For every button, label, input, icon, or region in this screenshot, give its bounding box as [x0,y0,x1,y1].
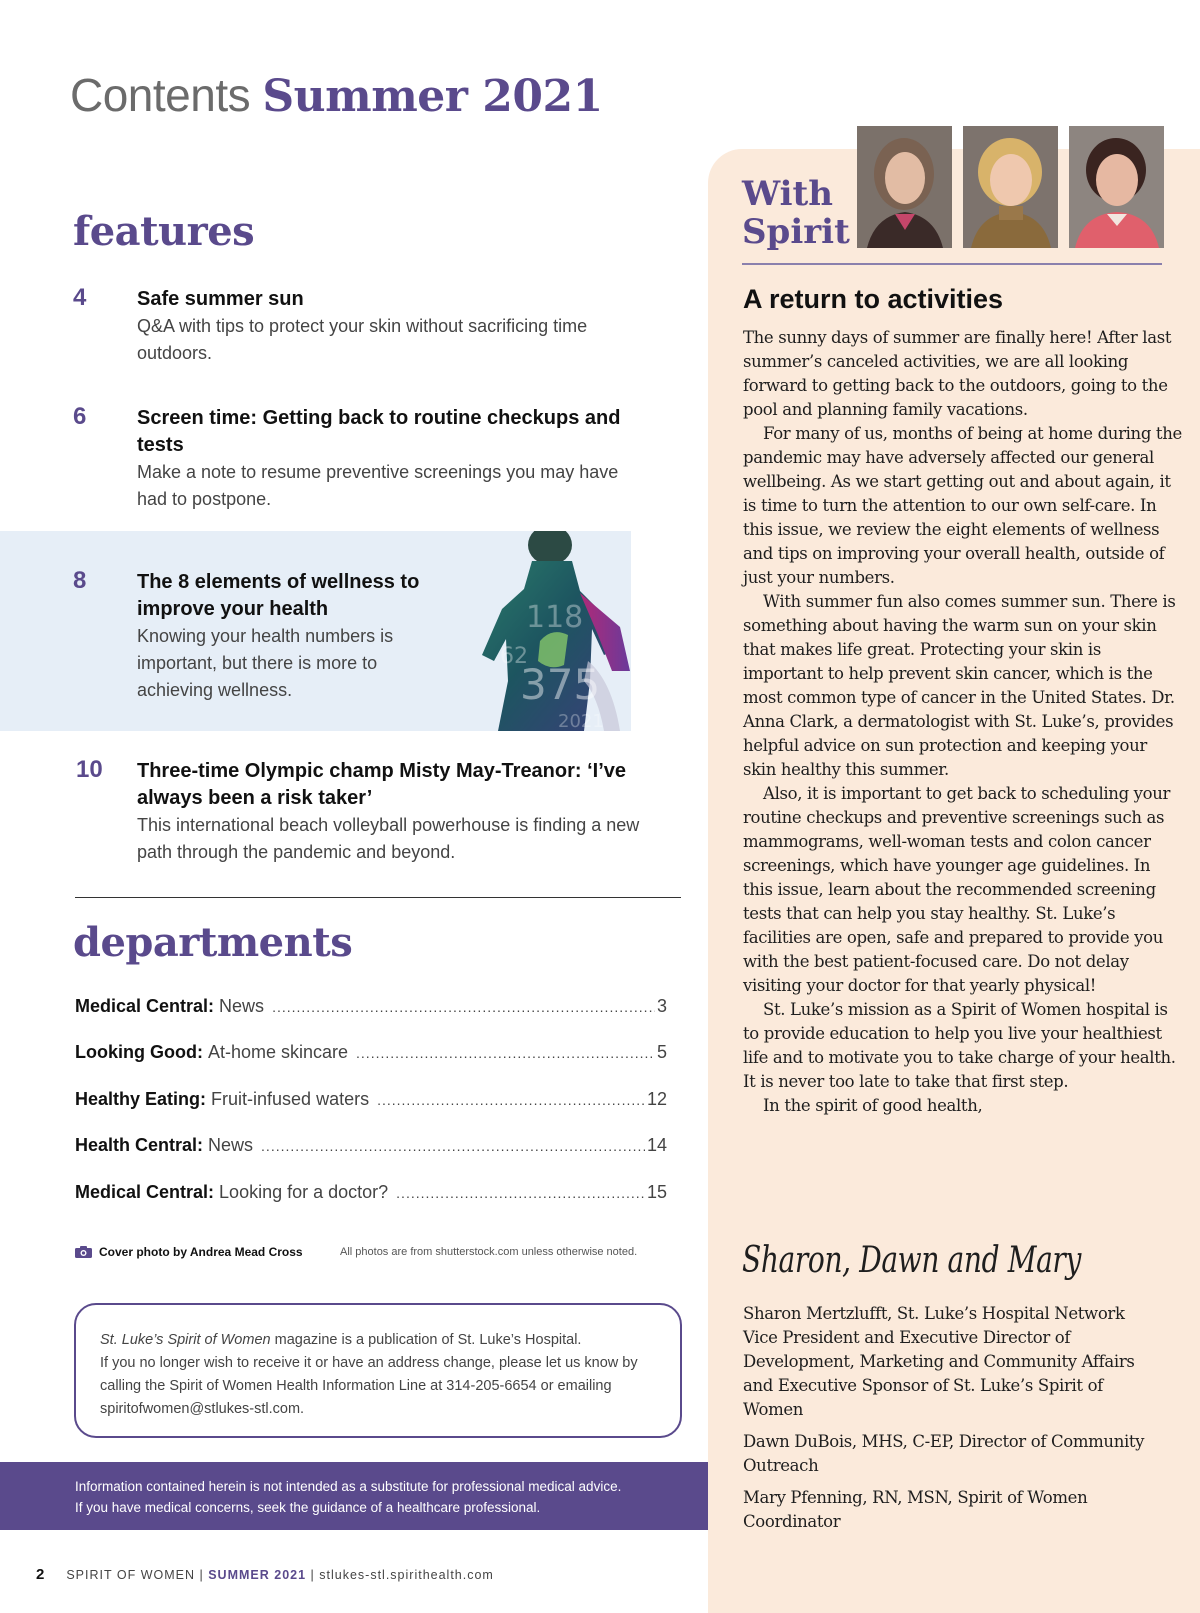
signatory-dawn: Dawn DuBois, MHS, C-EP, Director of Community Outreach [743,1432,1145,1475]
title-issue: Summer 2021 [262,71,603,122]
letter-paragraph: Also, it is important to get back to scheduling your routine checkups and preventive screenings such as mammograms, well-woman tests and colon cancer screenings, which have younger age guidelines. In this issue, learn about the recommended screening tests that can help you stay healthy. St. Luke’s facilities are open, safe and prepared to provide you with the best patient-focused care. Do not delay visiting your doctor for that yearly physical! [743,784,1171,995]
page-title [70,68,603,122]
feature-page-number: 6 [73,403,87,430]
signatory-mary: Mary Pfenning, RN, MSN, Spirit of Women Coordinator [743,1488,1088,1531]
feature-title: Three-time Olympic champ Misty May-Treanor: ‘I’ve always been a risk taker’ [137,760,627,809]
letter-paragraph: With summer fun also comes summer sun. There is something about having the warm sun on your skin that makes life great. Protecting your skin is important to help prevent skin cancer, which is the most common type of cancer in the United States. Dr. Anna Clark, a dermatologist with St. Luke’s, provides helpful advice on sun protection and keeping your skin healthy this summer. [743,592,1176,779]
footer-url[interactable]: stlukes-stl.spirithealth.com [319,1568,494,1582]
with-spirit-label [742,175,850,251]
with-spirit-line-2: Spirit [742,212,850,252]
department-label: Medical Central: [75,1182,215,1202]
department-page: 14 [646,1135,667,1155]
subscription-info: If you no longer wish to receive it or have an address change, please let us know by calling the Spirit of Women Health Information Line at 314-205-6654 or emailing spiritofwomen@stlukes-stl.com. [100,1355,638,1417]
portrait-photo-dawn [963,126,1058,248]
feature-page-number: 4 [73,284,87,311]
title-contents: Contents [70,69,251,121]
footer-issue: SUMMER 2021 [208,1568,307,1582]
with-spirit-line-1: With [742,174,833,214]
publication-info-box [74,1303,682,1438]
medical-disclaimer [0,1462,708,1530]
letter-paragraph: For many of us, months of being at home during the pandemic may have adversely affected our general wellbeing. As we start getting out and about again, it is time to turn the attention to our own self-care. In this issue, we review the eight elements of wellness and tips on improving your overall health, outside of just your numbers. [743,424,1182,587]
footer-magazine: SPIRIT OF WOMEN [66,1568,196,1582]
cover-credit-text: Cover photo by Andrea Mead Cross [99,1245,303,1259]
department-page: 15 [646,1182,667,1202]
letter-paragraph: St. Luke’s mission as a Spirit of Women hospital is to provide education to help you live your healthiest life and to motivate you to take charge of your health. It is never too late to take that first step. [743,1000,1176,1091]
department-topic: At-home skincare [207,1042,349,1062]
publication-name: St. Luke’s Spirit of Women [100,1332,271,1348]
handwritten-signature: Sharon, Dawn and Mary [742,1240,1081,1281]
portrait-photo-sharon [857,126,952,248]
department-item[interactable] [75,1042,667,1068]
footer-separator: | [195,1568,209,1582]
dot-leader [272,999,655,1015]
feature-title: Screen time: Getting back to routine checkups and tests [137,407,621,456]
department-item[interactable] [75,1135,667,1161]
department-label: Medical Central: [75,996,215,1016]
image-number-3: 375 [520,660,601,709]
disclaimer-line-2: If you have medical concerns, seek the guidance of a healthcare professional. [75,1500,541,1515]
photo-source-note: All photos are from shutterstock.com unless otherwise noted. [340,1246,638,1258]
dot-leader [396,1185,645,1201]
section-divider [75,897,681,898]
feature-page-number: 8 [73,567,87,594]
department-label: Health Central: [75,1135,204,1155]
publication-statement: magazine is a publication of St. Luke’s Hospital. [270,1332,582,1348]
sidebar-divider [742,263,1162,265]
camera-icon [75,1246,92,1258]
feature-description: This international beach volleyball powerhouse is finding a new path through the pandemic and beyond. [137,815,640,862]
page-number: 2 [36,1566,45,1583]
letter-paragraph: The sunny days of summer are finally here! After last summer’s canceled activities, we are all looking forward to getting back to the outdoors, going to the pool and planning family vacations. [743,328,1172,419]
wellness-figure-image [480,531,631,731]
department-label: Looking Good: [75,1042,203,1062]
photo-credit [75,1245,638,1259]
department-page: 12 [646,1089,667,1109]
editor-letter [743,326,1183,1118]
feature-description: Q&A with tips to protect your skin without sacrificing time outdoors. [137,316,588,363]
footer-separator: | [306,1568,320,1582]
department-page: 3 [656,996,667,1016]
feature-page-number: 10 [76,756,103,783]
feature-description: Make a note to resume preventive screenings you may have had to postpone. [137,462,619,509]
letter-heading: A return to activities [743,284,1004,314]
department-item[interactable] [75,1182,667,1208]
department-topic: News [208,1135,254,1155]
departments-heading: departments [73,919,353,966]
page-footer [36,1566,494,1583]
dot-leader [356,1045,655,1061]
image-number-2: 62 [500,644,528,669]
features-heading: features [73,208,255,255]
department-topic: Looking for a doctor? [219,1182,389,1202]
department-item[interactable] [75,996,667,1022]
feature-title: The 8 elements of wellness to improve your health [137,571,420,620]
signatory-sharon: Sharon Mertzlufft, St. Luke’s Hospital Network Vice President and Executive Director of Development, Marketing and Community Affairs and Executive Sponsor of St. Luke’s Spirit of Women [743,1304,1135,1419]
department-page: 5 [656,1042,667,1062]
image-number-4: 2021 [558,711,604,731]
dot-leader [377,1092,645,1108]
department-topic: Fruit-infused waters [211,1089,370,1109]
disclaimer-line-1: Information contained herein is not intended as a substitute for professional medical advice. [75,1479,622,1494]
dot-leader [261,1138,645,1154]
letter-closing: In the spirit of good health, [763,1096,983,1115]
department-topic: News [219,996,265,1016]
feature-title: Safe summer sun [137,288,304,310]
image-number-1: 118 [526,600,584,635]
portrait-photo-mary [1069,126,1164,248]
department-item[interactable] [75,1089,667,1115]
feature-description: Knowing your health numbers is important, but there is more to achieving wellness. [137,626,394,700]
department-label: Healthy Eating: [75,1089,207,1109]
